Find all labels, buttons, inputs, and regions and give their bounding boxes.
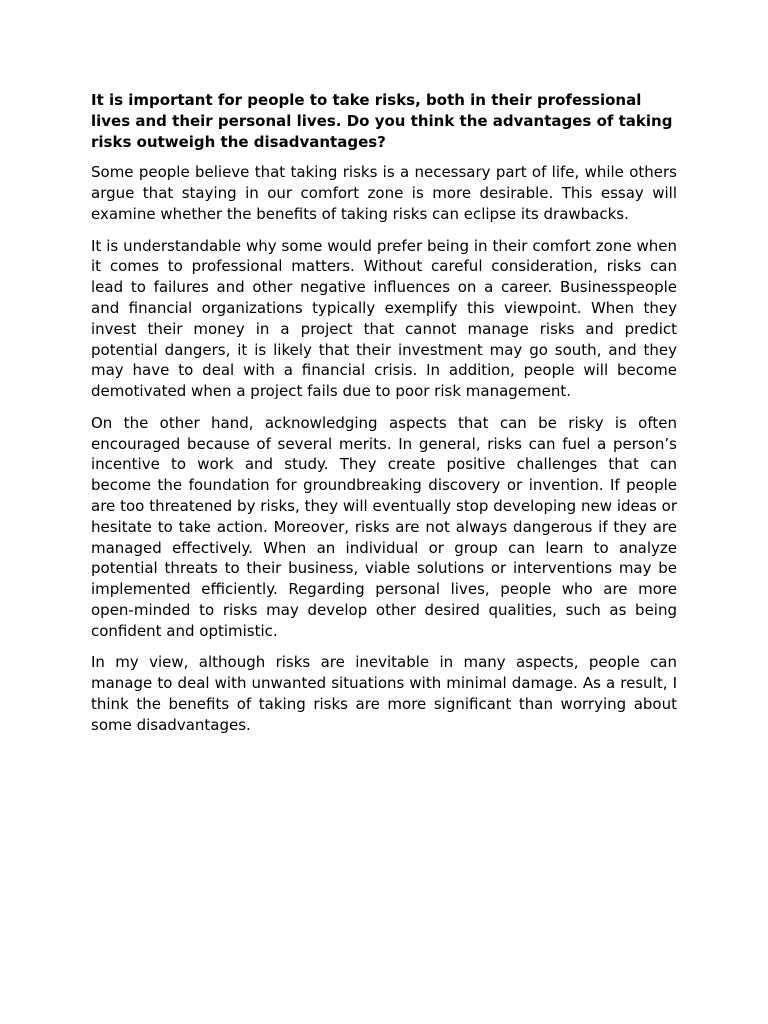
- essay-body: [91, 90, 677, 746]
- essay-paragraph-disadvantages: It is understandable why some would prefer being in their comfort zone when it comes to professional matters. Without careful consideration, risks can lead to failures and other negative influences on a career. Businesspeople and financial organizations typically exemplify this viewpoint. When they invest their money in a project that cannot manage risks and predict potential dangers, it is likely that their investment may go south, and they may have to deal with a financial crisis. In addition, people will become demotivated when a project fails due to poor risk management.: [91, 236, 677, 401]
- essay-paragraph-conclusion: In my view, although risks are inevitable in many aspects, people can manage to deal with unwanted situations with minimal damage. As a result, I think the benefits of taking risks are more significant than worrying about some disadvantages.: [91, 653, 677, 734]
- essay-paragraph-introduction: Some people believe that taking risks is a necessary part of life, while others argue that staying in our comfort zone is more desirable. This essay will examine whether the benefits of taking risks can eclipse its drawbacks.: [91, 163, 677, 223]
- essay-paragraph-advantages: On the other hand, acknowledging aspects that can be risky is often encouraged because of several merits. In general, risks can fuel a person’s incentive to work and study. They create positive challenges that can become the foundation for groundbreaking discovery or invention. If people are too threatened by risks, they will eventually stop developing new ideas or hesitate to take action. Moreover, risks are not always dangerous if they are managed effectively. When an individual or group can learn to analyze potential threats to their business, viable solutions or interventions may be implemented efficiently. Regarding personal lives, people who are more open-minded to risks may develop other desired qualities, such as being confident and optimistic.: [91, 413, 677, 640]
- essay-prompt: It is important for people to take risks, both in their professional lives and their personal lives. Do you think the advantages of taking risks outweigh the disadvantages?: [91, 91, 673, 151]
